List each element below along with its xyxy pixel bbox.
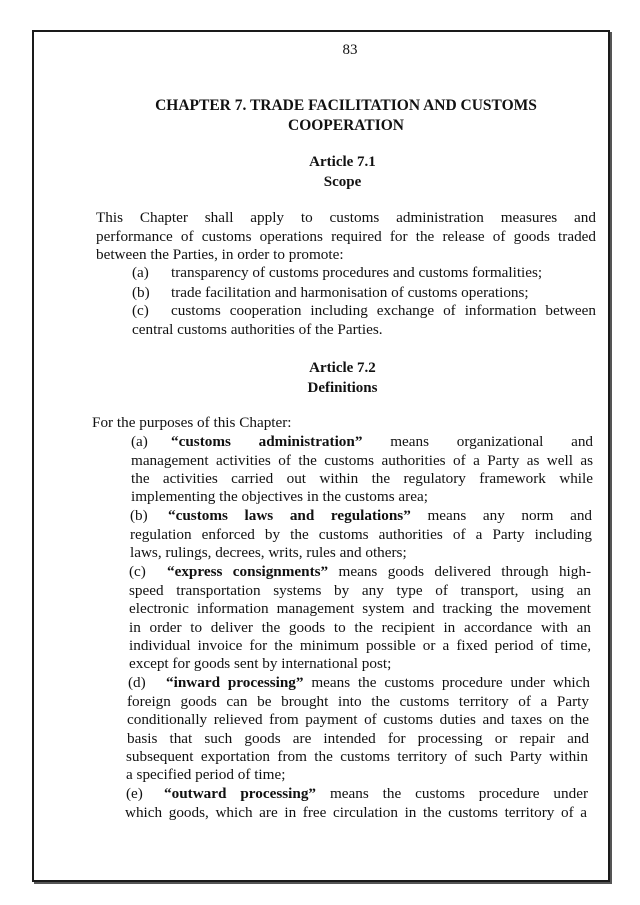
definition-d-label: (d): [128, 674, 146, 691]
definition-b-first-line: [130, 507, 592, 525]
article-7-1-heading: [240, 152, 445, 192]
definition-c-line: in order to deliver the goods to the recipient in accordance with an: [129, 619, 591, 636]
definition-a-first-line: [131, 433, 593, 451]
definition-c-line: except for goods sent by international post;: [129, 655, 392, 672]
definition-d-first-line: [128, 674, 590, 692]
definition-e-text-start: means the customs procedure under: [329, 785, 589, 802]
definition-e-line: which goods, which are in free circulation in the customs territory of a: [125, 804, 587, 821]
definition-b-line: laws, rulings, decrees, writs, rules and others;: [130, 544, 407, 561]
definition-b-text-start: means any norm and: [427, 507, 593, 524]
definition-b-line: regulation enforced by the customs authorities of a Party including: [130, 526, 592, 543]
chapter-title-line-2: COOPERATION: [288, 117, 404, 134]
scope-item-c-label: (c): [132, 302, 149, 319]
definition-d-line: a specified period of time;: [126, 766, 286, 783]
definition-a-line: management activities of the customs authorities of a Party as well as: [131, 452, 593, 469]
definition-c-line: electronic information management system and tracking the movement: [129, 600, 591, 617]
definition-a-label: (a): [131, 433, 148, 450]
scope-item-c-continuation: central customs authorities of the Parties.: [132, 321, 383, 338]
definition-d-term: “inward processing”: [166, 674, 304, 691]
article-7-2-number: Article 7.2: [309, 360, 376, 376]
definition-c-term: “express consignments”: [167, 563, 329, 580]
definition-d-line: conditionally relieved from payment of customs duties and taxes on the: [127, 711, 589, 728]
definition-a-term: “customs administration”: [171, 433, 363, 450]
definition-c-line: individual invoice for the minimum possible or a fixed period of time,: [129, 637, 591, 654]
chapter-title-line-1: CHAPTER 7. TRADE FACILITATION AND CUSTOMS: [155, 97, 537, 114]
definition-c-text-start: means goods delivered through high-: [338, 563, 591, 580]
scope-intro-line-2: performance of customs operations required for the release of goods traded: [96, 228, 596, 245]
scope-item-b-label: (b): [132, 284, 150, 301]
scope-item-c-text: customs cooperation including exchange of information between: [171, 302, 596, 319]
definition-c-first-line: [129, 563, 591, 581]
definition-b-label: (b): [130, 507, 148, 524]
chapter-title: [96, 96, 596, 136]
article-7-1-title: Scope: [323, 174, 362, 190]
scope-item-b-text: trade facilitation and harmonisation of customs operations;: [171, 284, 529, 301]
scope-intro-line-1: This Chapter shall apply to customs administration measures and: [96, 209, 596, 226]
article-7-2-heading: [240, 358, 445, 398]
definition-d-line: foreign goods can be brought into the customs territory of a Party: [127, 693, 589, 710]
definition-a-text-start: means organizational and: [390, 433, 594, 450]
definition-e-label: (e): [126, 785, 143, 802]
scope-item-a-label: (a): [132, 264, 149, 281]
definition-e-first-line: [126, 785, 588, 803]
scope-intro-line-3: between the Parties, in order to promote:: [96, 246, 344, 263]
definition-d-text-start: means the customs procedure under which: [311, 674, 590, 691]
definition-a-line: the activities carried out within the regulatory framework while: [131, 470, 593, 487]
definition-b-term: “customs laws and regulations”: [168, 507, 411, 524]
definitions-intro: For the purposes of this Chapter:: [92, 414, 292, 431]
definition-d-line: subsequent exportation from the customs territory of such Party within: [126, 748, 588, 765]
definition-c-label: (c): [129, 563, 146, 580]
page-number: 83: [342, 42, 358, 58]
definition-a-line: implementing the objectives in the customs area;: [131, 488, 428, 505]
article-7-2-title: Definitions: [307, 380, 378, 396]
definition-c-line: speed transportation systems by any type of transport, using an: [129, 582, 591, 599]
definition-d-line: basis that such goods are intended for processing or repair and: [127, 730, 589, 747]
scope-item-a-text: transparency of customs procedures and customs formalities;: [171, 264, 543, 281]
article-7-1-number: Article 7.1: [309, 154, 376, 170]
definition-e-term: “outward processing”: [164, 785, 317, 802]
